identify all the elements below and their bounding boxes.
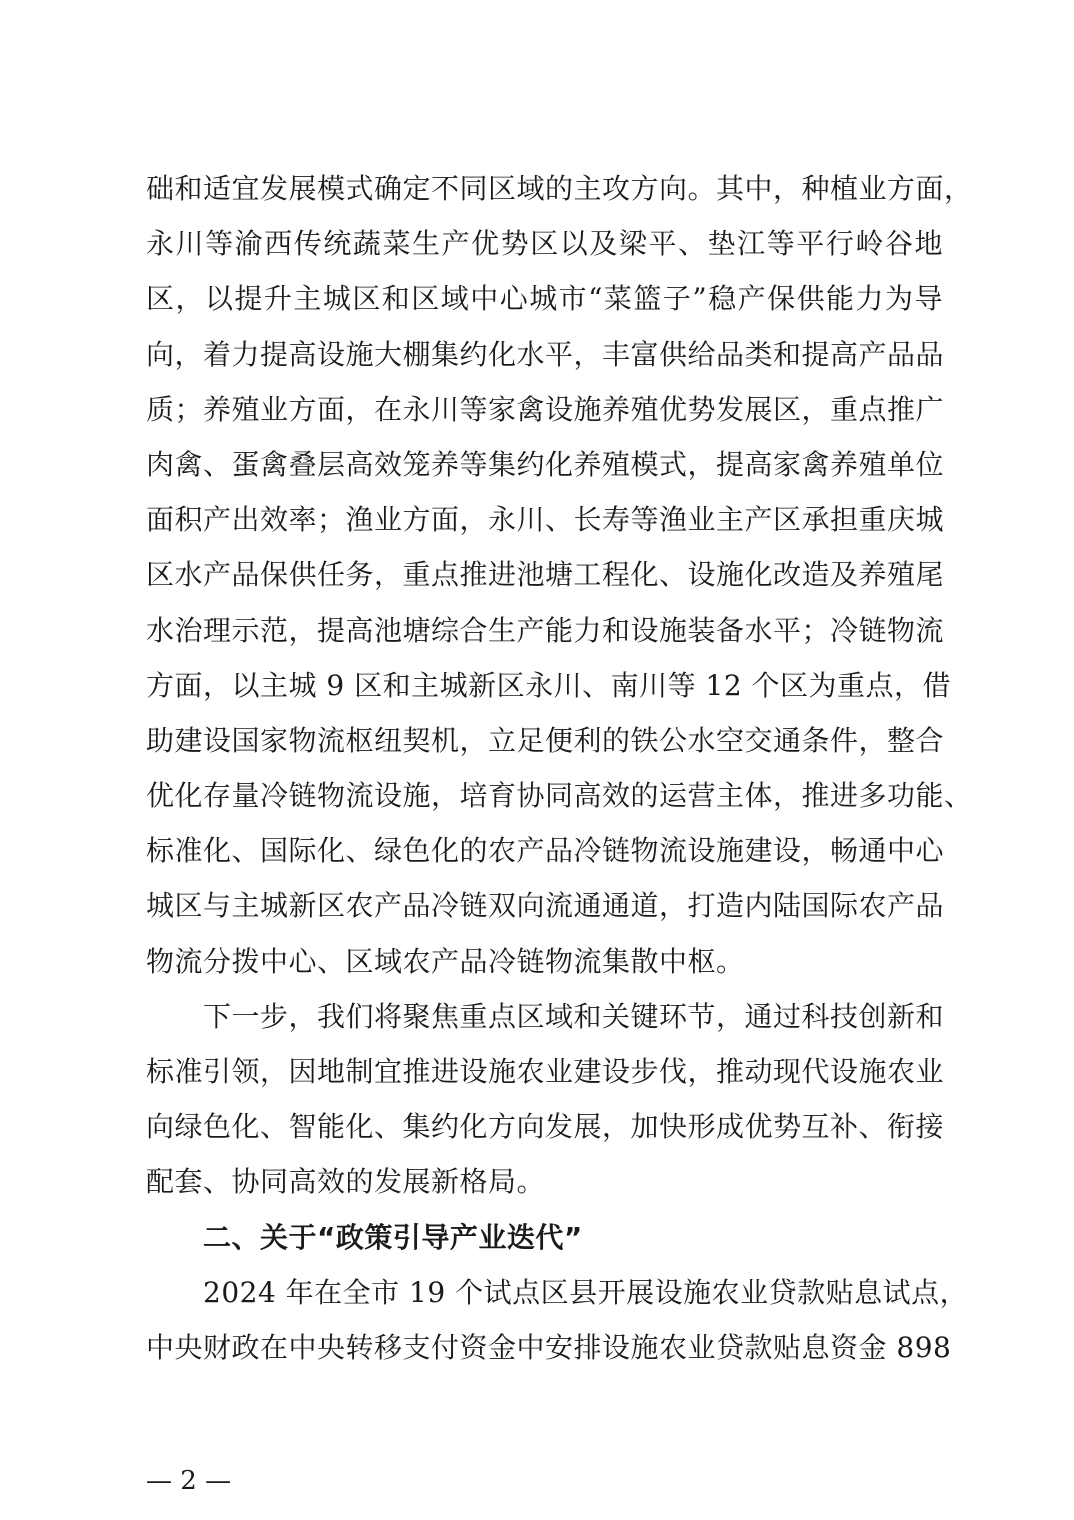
- text-line: 方面，以主城 9 区和主城新区永川、南川等 12 个区为重点，借: [146, 668, 952, 702]
- text-line: 标准引领，因地制宜推进设施农业建设步伐，推动现代设施农业: [146, 1055, 945, 1088]
- text-line: 础和适宜发展模式确定不同区域的主攻方向。其中，种植业方面，: [146, 172, 973, 205]
- text-line: 永川等渝西传统蔬菜生产优势区以及梁平、垫江等平行岭谷地: [146, 227, 943, 261]
- text-line: 中央财政在中央转移支付资金中安排设施农业贷款贴息资金 898: [146, 1330, 952, 1364]
- text-line: 区水产品保供任务，重点推进池塘工程化、设施化改造及养殖尾: [146, 558, 945, 592]
- text-line: 物流分拨中心、区域农产品冷链物流集散中枢。: [146, 944, 745, 978]
- text-line: 面积产出效率；渔业方面，永川、长寿等渔业主产区承担重庆城: [146, 503, 945, 537]
- text-line: 助建设国家物流枢纽契机，立足便利的铁公水空交通条件，整合: [146, 723, 945, 757]
- text-line: 区，以提升主城区和区域中心城市“菜篮子”稳产保供能力为导: [146, 282, 943, 316]
- text-line: 肉禽、蛋禽叠层高效笼养等集约化养殖模式，提高家禽养殖单位: [146, 447, 945, 481]
- text-line: 配套、协同高效的发展新格局。: [146, 1165, 546, 1199]
- text-line: 水治理示范，提高池塘综合生产能力和设施装备水平；冷链物流: [146, 613, 945, 647]
- document-body: [146, 161, 973, 1375]
- text-line: 向，着力提高设施大棚集约化水平，丰富供给品类和提高产品品: [146, 337, 945, 371]
- text-line: 2024 年在全市 19 个试点区县开展设施农业贷款贴息试点，: [146, 1275, 969, 1309]
- text-line: 城区与主城新区农产品冷链双向流通通道，打造内陆国际农产品: [146, 889, 945, 923]
- section-heading: 二、关于“政策引导产业迭代”: [146, 1220, 583, 1254]
- page-number: — 2 —: [146, 1466, 232, 1496]
- text-line: 优化存量冷链物流设施，培育协同高效的运营主体，推进多功能、: [146, 779, 973, 813]
- text-line: 标准化、国际化、绿色化的农产品冷链物流设施建设，畅通中心: [146, 834, 945, 868]
- text-line: 向绿色化、智能化、集约化方向发展，加快形成优势互补、衔接: [146, 1110, 945, 1144]
- text-line: 质；养殖业方面，在永川等家禽设施养殖优势发展区，重点推广: [146, 392, 945, 426]
- text-line: 下一步，我们将聚焦重点区域和关键环节，通过科技创新和: [146, 999, 945, 1033]
